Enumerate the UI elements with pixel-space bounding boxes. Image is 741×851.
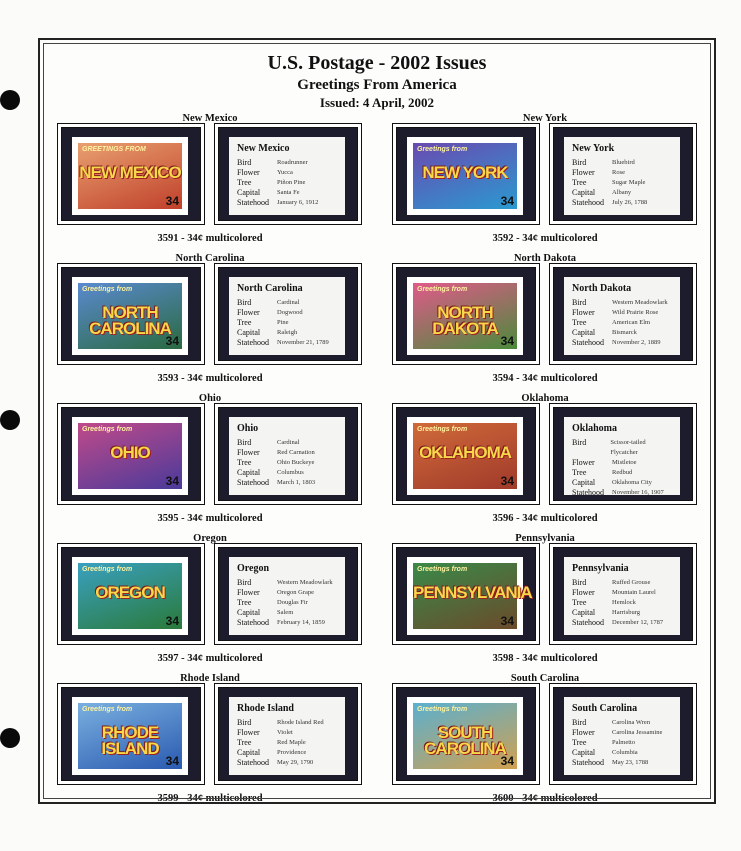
field-value: February 14, 1859 [277, 619, 325, 626]
field-value: Cardinal [277, 439, 300, 446]
info-row-bird [237, 718, 337, 728]
field-value: Carolina Wren [612, 719, 651, 726]
info-row-statehood [237, 478, 337, 488]
stamp-caption: 3598 - 34¢ multicolored [492, 653, 598, 664]
info-row-statehood [237, 198, 337, 208]
stamp-greeting: Greetings from [417, 286, 468, 293]
field-value: Columbus [277, 469, 304, 476]
field-value: Mistletoe [612, 459, 637, 466]
field-value: March 1, 1803 [277, 479, 316, 486]
field-value: Ruffed Grouse [612, 579, 651, 586]
info-row-tree [572, 468, 672, 478]
info-row-tree [237, 738, 337, 748]
field-value: July 26, 1788 [612, 199, 648, 206]
info-state-name: Oregon [237, 563, 270, 574]
issue-date: Issued: 4 April, 2002 [319, 95, 435, 110]
info-state-name: Pennsylvania [572, 563, 629, 574]
info-row-statehood [572, 338, 672, 348]
info-row-capital [572, 748, 672, 758]
state-info-card [564, 417, 680, 495]
stamp-greeting: Greetings from [417, 426, 468, 433]
album-page [38, 38, 716, 804]
stamp-entry [57, 113, 363, 253]
stamp-mount [392, 683, 540, 785]
field-label: Bird [237, 438, 252, 447]
field-label: Tree [237, 458, 252, 467]
field-value: Cardinal [277, 299, 300, 306]
field-label: Flower [572, 458, 595, 467]
field-value: December 12, 1787 [612, 619, 664, 626]
field-value: Providence [277, 749, 307, 756]
info-row-tree [237, 598, 337, 608]
info-row-bird [572, 158, 672, 168]
stamp-state-lettering: NORTH CAROLINA [89, 303, 171, 338]
info-row-statehood [237, 618, 337, 628]
state-info-card [229, 277, 345, 355]
info-row-bird [237, 438, 337, 448]
field-label: Flower [237, 728, 260, 737]
field-label: Flower [237, 588, 260, 597]
field-value: Rose [612, 169, 625, 176]
stamp-greeting: Greetings from [417, 706, 468, 713]
field-label: Tree [572, 738, 587, 747]
stamp-denomination: 34 [165, 194, 179, 208]
info-mount [549, 263, 697, 365]
field-value: Sugar Maple [612, 179, 646, 186]
stamp-image [407, 417, 523, 495]
info-state-name: South Carolina [572, 703, 638, 714]
info-row-capital [572, 328, 672, 338]
field-label: Statehood [572, 618, 604, 627]
field-label: Bird [572, 578, 587, 587]
info-mount [214, 683, 362, 785]
info-row-tree [237, 458, 337, 468]
stamp-caption: 3593 - 34¢ multicolored [157, 373, 263, 384]
field-label: Capital [237, 748, 261, 757]
stamp-denomination: 34 [500, 194, 514, 208]
stamp-denomination: 34 [165, 334, 179, 348]
info-state-name: North Carolina [237, 283, 303, 294]
field-value: November 16, 1907 [612, 489, 664, 496]
field-value: Western Meadowlark [612, 299, 668, 306]
info-row-capital [572, 478, 672, 488]
binder-hole [0, 90, 20, 110]
info-row-bird [572, 578, 672, 588]
stamp-image [72, 697, 188, 775]
info-state-name: North Dakota [572, 283, 632, 294]
info-row-tree [572, 318, 672, 328]
stamp-entry [392, 673, 698, 813]
info-row-statehood [572, 758, 672, 768]
field-label: Statehood [237, 198, 269, 207]
field-label: Capital [237, 188, 261, 197]
info-row-bird [572, 438, 672, 458]
info-row-flower [237, 728, 337, 738]
state-info-card [564, 137, 680, 215]
field-label: Flower [572, 728, 595, 737]
stamp-greeting: Greetings from [82, 286, 133, 293]
field-label: Bird [237, 158, 252, 167]
field-label: Tree [572, 468, 587, 477]
stamp-greeting: Greetings from [82, 566, 133, 573]
field-value: Palmetto [612, 739, 636, 746]
field-value: January 6, 1912 [277, 199, 319, 206]
stamp-caption: 3595 - 34¢ multicolored [157, 513, 263, 524]
stamp-state-lettering: NEW YORK [422, 163, 508, 182]
stamp-denomination: 34 [165, 474, 179, 488]
field-value: November 2, 1889 [612, 339, 661, 346]
field-value: Bismarck [612, 329, 637, 336]
stamp-denomination: 34 [500, 474, 514, 488]
field-label: Bird [572, 298, 587, 307]
field-value: May 29, 1790 [277, 759, 314, 766]
field-label: Tree [237, 318, 252, 327]
stamp-image [72, 417, 188, 495]
state-name: Ohio [198, 393, 222, 404]
stamp-greeting: Greetings from [417, 566, 468, 573]
field-value: Santa Fe [277, 189, 300, 196]
stamp-image [407, 557, 532, 635]
field-label: Statehood [237, 758, 269, 767]
binder-hole [0, 728, 20, 748]
stamp-state-lettering: OHIO [110, 443, 150, 462]
field-value: Pine [277, 319, 289, 326]
stamp-image [407, 277, 523, 355]
info-mount [214, 263, 362, 365]
info-row-bird [237, 298, 337, 308]
stamp-mount [57, 403, 205, 505]
stamp-mount [392, 123, 540, 225]
info-state-name: Oklahoma [572, 423, 618, 434]
stamp-greeting: Greetings from [82, 706, 133, 713]
stamp-mount [57, 543, 205, 645]
field-label: Flower [572, 588, 595, 597]
stamp-image [407, 697, 523, 775]
info-row-capital [237, 608, 337, 618]
state-name: New York [522, 113, 568, 124]
info-row-statehood [237, 338, 337, 348]
field-label: Statehood [572, 198, 604, 207]
state-name: Oklahoma [521, 393, 569, 404]
stamp-entry [392, 393, 698, 533]
state-info-card [229, 417, 345, 495]
field-value: Wild Prairie Rose [612, 309, 659, 316]
info-row-bird [237, 578, 337, 588]
info-row-tree [572, 738, 672, 748]
stamp-denomination: 34 [165, 614, 179, 628]
info-row-capital [572, 608, 672, 618]
stamp-entry [57, 533, 363, 673]
stamp-state-lettering: OREGON [95, 583, 165, 602]
info-mount [214, 403, 362, 505]
info-mount [549, 543, 697, 645]
info-row-tree [572, 598, 672, 608]
field-label: Flower [237, 308, 260, 317]
stamp-denomination: 34 [165, 754, 179, 768]
field-label: Capital [572, 478, 596, 487]
stamp-entry [392, 533, 698, 673]
field-value: Douglas Fir [277, 599, 308, 606]
field-label: Capital [572, 328, 596, 337]
info-row-tree [237, 318, 337, 328]
info-row-capital [237, 748, 337, 758]
field-value: Harrisburg [612, 609, 641, 616]
info-state-name: New Mexico [237, 143, 290, 154]
field-label: Capital [572, 608, 596, 617]
field-value: Dogwood [277, 309, 303, 316]
field-value: November 21, 1789 [277, 339, 329, 346]
info-mount [549, 403, 697, 505]
info-state-name: New York [572, 143, 615, 154]
info-state-name: Ohio [237, 423, 259, 434]
stamp-greeting: Greetings from [417, 146, 468, 153]
stamp-mount [57, 123, 205, 225]
stamp-entry [57, 253, 363, 393]
info-row-statehood [572, 198, 672, 208]
field-label: Flower [237, 168, 260, 177]
info-row-statehood [572, 488, 672, 498]
stamp-caption: 3597 - 34¢ multicolored [157, 653, 263, 664]
info-row-bird [572, 718, 672, 728]
field-value: Roadrunner [277, 159, 308, 166]
stamp-entry [392, 253, 698, 393]
info-row-statehood [572, 618, 672, 628]
stamp-state-lettering: NORTH DAKOTA [432, 303, 498, 338]
info-row-flower [572, 588, 672, 598]
binder-hole [0, 410, 20, 430]
info-row-statehood [237, 758, 337, 768]
stamp-entry [392, 113, 698, 253]
stamp-caption: 3594 - 34¢ multicolored [492, 373, 598, 384]
stamp-caption: 3596 - 34¢ multicolored [492, 513, 598, 524]
stamp-mount [392, 543, 540, 645]
field-label: Flower [237, 448, 260, 457]
field-label: Statehood [237, 618, 269, 627]
field-label: Bird [572, 158, 587, 167]
state-info-card [229, 697, 345, 775]
field-label: Tree [572, 598, 587, 607]
field-value: Bluebird [612, 159, 635, 166]
field-label: Tree [572, 178, 587, 187]
stamp-entry [57, 673, 363, 813]
stamp-state-lettering: PENNSYLVANIA [413, 583, 532, 602]
stamp-entry [57, 393, 363, 533]
state-name: South Carolina [510, 673, 580, 684]
field-label: Bird [572, 718, 587, 727]
stamp-mount [57, 263, 205, 365]
field-value: Piñon Pine [277, 179, 306, 186]
field-label: Bird [237, 298, 252, 307]
stamp-caption: 3591 - 34¢ multicolored [157, 233, 263, 244]
state-info-card [564, 697, 680, 775]
field-label: Capital [237, 328, 261, 337]
field-label: Capital [237, 468, 261, 477]
field-label: Capital [237, 608, 261, 617]
field-value: Hemlock [612, 599, 636, 606]
field-value: Western Meadowlark [277, 579, 333, 586]
info-row-flower [572, 458, 672, 468]
field-label: Capital [572, 748, 596, 757]
stamp-state-lettering: OKLAHOMA [418, 443, 512, 462]
stamp-greeting: GREETINGS FROM [82, 146, 146, 153]
stamp-image [407, 137, 523, 215]
info-row-bird [237, 158, 337, 168]
stamp-mount [392, 403, 540, 505]
state-name: Pennsylvania [515, 533, 575, 544]
state-name: North Dakota [513, 253, 577, 264]
field-label: Tree [237, 738, 252, 747]
field-label: Bird [237, 718, 252, 727]
stamp-mount [392, 263, 540, 365]
info-row-flower [572, 728, 672, 738]
stamp-state-lettering: NEW MEXICO [79, 163, 181, 182]
stamp-caption: 3592 - 34¢ multicolored [492, 233, 598, 244]
state-info-card [564, 557, 680, 635]
stamp-image [72, 137, 188, 215]
state-info-card [229, 557, 345, 635]
info-state-name: Rhode Island [237, 703, 294, 714]
field-label: Tree [572, 318, 587, 327]
info-row-capital [572, 188, 672, 198]
page-subtitle: Greetings From America [297, 77, 457, 93]
info-mount [549, 123, 697, 225]
field-value: Violet [277, 729, 293, 736]
stamp-denomination: 34 [500, 334, 514, 348]
info-row-flower [572, 168, 672, 178]
info-row-flower [237, 448, 337, 458]
field-label: Flower [572, 308, 595, 317]
info-mount [214, 123, 362, 225]
field-value: Oregon Grape [277, 589, 314, 596]
stamp-greeting: Greetings from [82, 426, 133, 433]
field-value: Columbia [612, 749, 638, 756]
field-label: Capital [572, 188, 596, 197]
state-info-card [229, 137, 345, 215]
stamp-image [72, 557, 188, 635]
field-label: Statehood [572, 758, 604, 767]
field-label: Bird [572, 438, 587, 447]
info-row-flower [237, 168, 337, 178]
state-name: Rhode Island [180, 673, 240, 684]
info-row-capital [237, 188, 337, 198]
field-label: Flower [572, 168, 595, 177]
stamp-mount [57, 683, 205, 785]
field-label: Statehood [572, 488, 604, 497]
info-row-tree [237, 178, 337, 188]
stamp-image [72, 277, 188, 355]
stamp-state-lettering: RHODE ISLAND [101, 723, 159, 758]
field-value: Mountain Laurel [612, 589, 656, 596]
field-value: Yucca [277, 169, 293, 176]
state-name: New Mexico [182, 113, 238, 124]
field-value: May 23, 1788 [612, 759, 649, 766]
state-name: Oregon [193, 533, 227, 544]
info-row-capital [237, 468, 337, 478]
field-label: Statehood [237, 478, 269, 487]
field-label: Statehood [572, 338, 604, 347]
page-title: U.S. Postage - 2002 Issues [267, 52, 487, 74]
info-row-flower [572, 308, 672, 318]
stamp-denomination: 34 [500, 754, 514, 768]
field-value: American Elm [612, 319, 651, 326]
info-mount [549, 683, 697, 785]
field-label: Tree [237, 598, 252, 607]
field-label: Statehood [237, 338, 269, 347]
info-row-capital [237, 328, 337, 338]
info-mount [214, 543, 362, 645]
info-row-flower [237, 588, 337, 598]
field-label: Tree [237, 178, 252, 187]
field-value: Red Carnation [277, 449, 315, 456]
stamp-caption: 3599 - 34¢ multicolored [157, 793, 263, 804]
field-value: Red Maple [277, 739, 306, 746]
info-row-flower [237, 308, 337, 318]
state-info-card [564, 277, 680, 355]
field-value: Ohio Buckeye [277, 459, 315, 466]
state-name: North Carolina [175, 253, 245, 264]
info-row-bird [572, 298, 672, 308]
field-value: Oklahoma City [612, 479, 652, 486]
field-value: Scissor-tailed Flycatcher [610, 439, 646, 456]
stamp-denomination: 34 [500, 614, 514, 628]
field-value: Salem [277, 609, 294, 616]
field-value: Carolina Jessamine [612, 729, 663, 736]
stamp-state-lettering: SOUTH CAROLINA [424, 723, 506, 758]
stamp-caption: 3600 - 34¢ multicolored [492, 793, 598, 804]
field-value: Albany [612, 189, 632, 196]
field-label: Bird [237, 578, 252, 587]
info-row-tree [572, 178, 672, 188]
field-value: Raleigh [277, 329, 298, 336]
field-value: Redbud [612, 469, 633, 476]
field-value: Rhode Island Red [277, 719, 324, 726]
